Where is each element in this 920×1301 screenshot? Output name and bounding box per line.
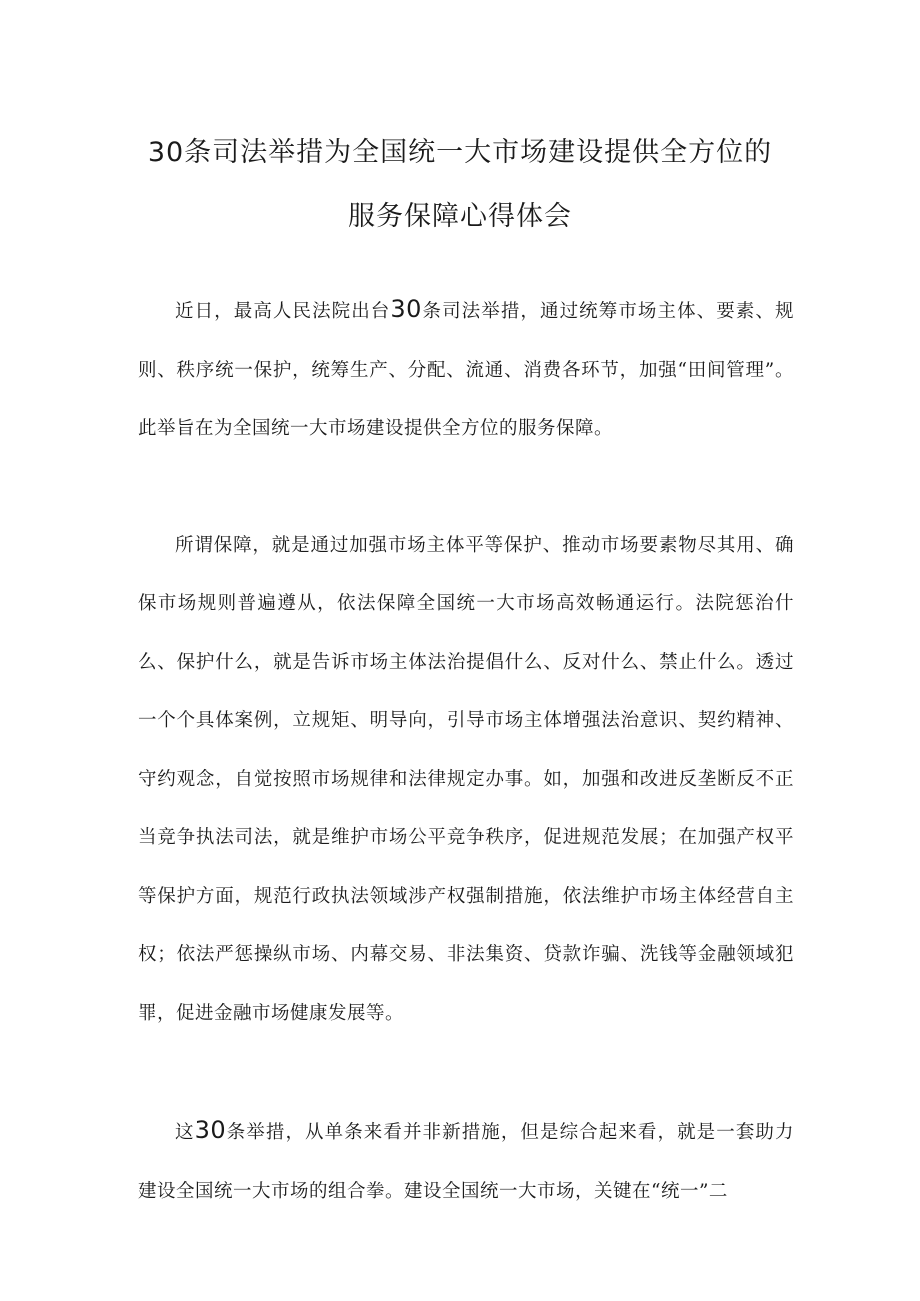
paragraph-1-text: 条司法举措，通过统筹市场主体、要素、规则、秩序统一保护，统筹生产、分配、流通、消费各环节，加强“田间管理”。此举旨在为全国统一大市场建设提供全方位的服务保障。 <box>138 301 794 439</box>
paragraph-3-number: 30 <box>194 1116 227 1144</box>
paragraph-1 <box>138 280 794 459</box>
title-line-2: 服务保障心得体会 <box>348 201 572 232</box>
paragraph-3-prefix: 这 <box>175 1122 195 1143</box>
paragraph-1-prefix: 近日，最高人民法院出台 <box>175 301 391 322</box>
paragraph-2-text: 所谓保障，就是通过加强市场主体平等保护、推动市场要素物尽其用、确保市场规则普遍遵从，依法保障全国统一大市场高效畅通运行。法院惩治什么、保护什么，就是告诉市场主体法治提倡什么、反对什么、禁止什么。透过一个个具体案例，立规矩、明导向，引导市场主体增强法治意识、契约精神、守约观念，自觉按照市场规律和法律规定办事。如，加强和改进反垄断反不正当竞争执法司法，就是维护市场公平竞争秩序，促进规范发展；在加强产权平等保护方面，规范行政执法领域涉产权强制措施，依法维护市场主体经营自主权；依法严惩操纵市场、内幕交易、非法集资、贷款诈骗、洗钱等金融领域犯罪，促进金融市场健康发展等。 <box>138 534 794 1024</box>
paragraph-3-text: 条举措，从单条来看并非新措施，但是综合起来看，就是一套助力建设全国统一大市场的组合拳。建设全国统一大市场，关键在“统一”二 <box>138 1122 794 1202</box>
paragraph-1-number: 30 <box>390 295 422 323</box>
title-line-1: 30条司法举措为全国统一大市场建设提供全方位的 <box>147 137 773 168</box>
paragraph-2 <box>138 517 794 1044</box>
paragraph-3 <box>138 1101 794 1221</box>
document-body <box>138 280 794 1279</box>
document-title <box>0 138 920 232</box>
